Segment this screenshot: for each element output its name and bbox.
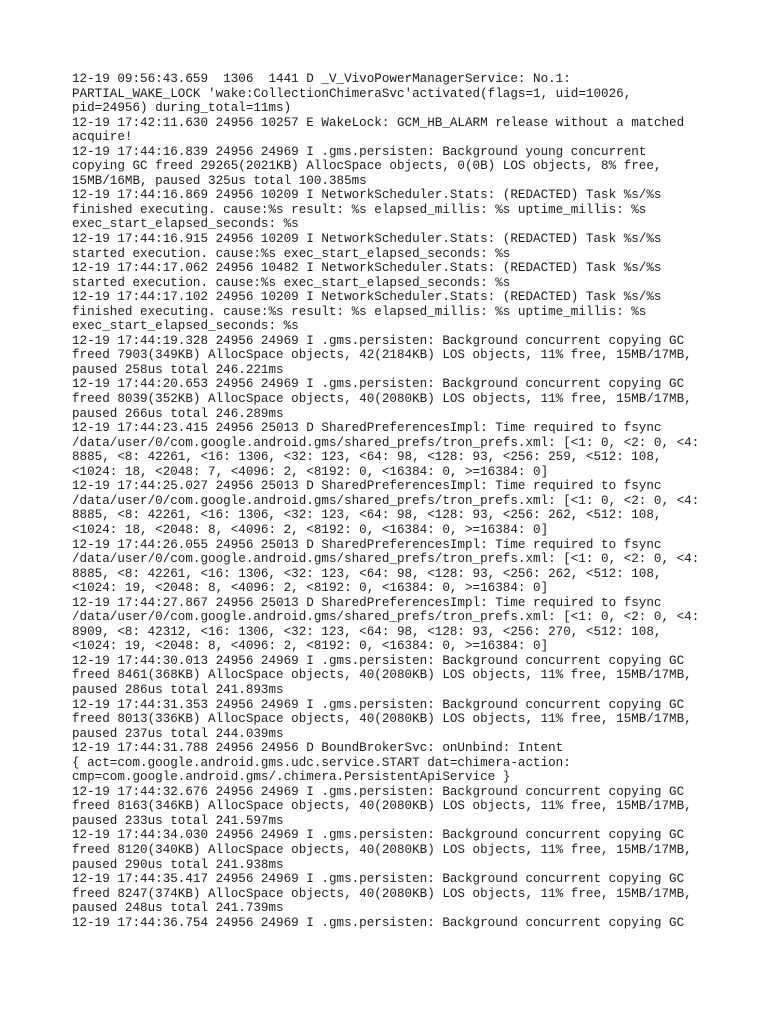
log-line: PARTIAL_WAKE_LOCK 'wake:CollectionChimeraSvc'activated(flags=1, uid=10026, xyxy=(72,86,632,101)
log-line: 8909, <8: 42312, <16: 1306, <32: 123, <64: 98, <128: 93, <256: 270, <512: 108, xyxy=(72,624,662,639)
log-line: <1024: 19, <2048: 8, <4096: 2, <8192: 0, <16384: 0, >=16384: 0] xyxy=(72,639,549,654)
log-line: paused 286us total 241.893ms xyxy=(72,682,284,697)
log-line: finished executing. cause:%s result: %s elapsed_millis: %s uptime_millis: %s xyxy=(72,202,647,217)
log-line: pid=24956) during_total=11ms) xyxy=(72,101,292,116)
log-line: exec_start_elapsed_seconds: %s xyxy=(72,319,299,334)
log-line: acquire! xyxy=(72,130,133,145)
log-line: /data/user/0/com.google.android.gms/shared_prefs/tron_prefs.xml: [<1: 0, <2: 0, <4: xyxy=(72,552,700,567)
log-line: 12-19 17:44:16.869 24956 10209 I NetworkScheduler.Stats: (REDACTED) Task %s/%s xyxy=(72,188,662,203)
log-line: freed 7903(349KB) AllocSpace objects, 42(2184KB) LOS objects, 11% free, 15MB/17MB, xyxy=(72,348,692,363)
log-line: 12-19 17:44:35.417 24956 24969 I .gms.persisten: Background concurrent copying GC xyxy=(72,872,685,887)
log-line: 12-19 17:44:25.027 24956 25013 D SharedPreferencesImpl: Time required to fsync xyxy=(72,479,662,494)
log-line: copying GC freed 29265(2021KB) AllocSpace objects, 0(0B) LOS objects, 8% free, xyxy=(72,159,662,174)
log-line: 12-19 17:44:31.353 24956 24969 I .gms.persisten: Background concurrent copying GC xyxy=(72,697,685,712)
log-line: /data/user/0/com.google.android.gms/shared_prefs/tron_prefs.xml: [<1: 0, <2: 0, <4: xyxy=(72,435,700,450)
log-line: freed 8163(346KB) AllocSpace objects, 40(2080KB) LOS objects, 11% free, 15MB/17MB, xyxy=(72,799,692,814)
log-line: freed 8013(336KB) AllocSpace objects, 40(2080KB) LOS objects, 11% free, 15MB/17MB, xyxy=(72,712,692,727)
log-line: paused 266us total 246.289ms xyxy=(72,406,284,421)
log-line: paused 248us total 241.739ms xyxy=(72,901,284,916)
log-line: 12-19 17:44:16.839 24956 24969 I .gms.persisten: Background young concurrent xyxy=(72,144,647,159)
log-line: 12-19 09:56:43.659 1306 1441 D _V_VivoPowerManagerService: No.1: xyxy=(72,72,571,86)
log-line: cmp=com.google.android.gms/.chimera.PersistentApiService } xyxy=(72,770,511,785)
log-line: <1024: 18, <2048: 8, <4096: 2, <8192: 0, <16384: 0, >=16384: 0] xyxy=(72,522,549,537)
log-line: freed 8247(374KB) AllocSpace objects, 40(2080KB) LOS objects, 11% free, 15MB/17MB, xyxy=(72,886,692,901)
log-line: started execution. cause:%s exec_start_elapsed_seconds: %s xyxy=(72,246,511,261)
log-line: 12-19 17:44:32.676 24956 24969 I .gms.persisten: Background concurrent copying GC xyxy=(72,784,685,799)
log-line: 12-19 17:44:19.328 24956 24969 I .gms.persisten: Background concurrent copying GC xyxy=(72,333,685,348)
log-line: 12-19 17:44:36.754 24956 24969 I .gms.persisten: Background concurrent copying GC xyxy=(72,915,685,930)
log-line: 12-19 17:44:17.102 24956 10209 I NetworkScheduler.Stats: (REDACTED) Task %s/%s xyxy=(72,290,662,305)
log-line: <1024: 18, <2048: 7, <4096: 2, <8192: 0, <16384: 0, >=16384: 0] xyxy=(72,464,549,479)
log-line: 12-19 17:44:34.030 24956 24969 I .gms.persisten: Background concurrent copying GC xyxy=(72,828,685,843)
log-line: /data/user/0/com.google.android.gms/shared_prefs/tron_prefs.xml: [<1: 0, <2: 0, <4: xyxy=(72,493,700,508)
log-line: paused 258us total 246.221ms xyxy=(72,362,284,377)
log-line: paused 237us total 244.039ms xyxy=(72,726,284,741)
log-line: { act=com.google.android.gms.udc.service.START dat=chimera-action: xyxy=(72,755,571,770)
log-line: 8885, <8: 42261, <16: 1306, <32: 123, <64: 98, <128: 93, <256: 262, <512: 108, xyxy=(72,566,662,581)
log-line: freed 8461(368KB) AllocSpace objects, 40(2080KB) LOS objects, 11% free, 15MB/17MB, xyxy=(72,668,692,683)
log-line: paused 290us total 241.938ms xyxy=(72,857,284,872)
log-line: finished executing. cause:%s result: %s elapsed_millis: %s uptime_millis: %s xyxy=(72,304,647,319)
log-line: 12-19 17:44:31.788 24956 24956 D BoundBrokerSvc: onUnbind: Intent xyxy=(72,741,564,756)
log-line: paused 233us total 241.597ms xyxy=(72,813,284,828)
log-line: 12-19 17:44:26.055 24956 25013 D SharedPreferencesImpl: Time required to fsync xyxy=(72,537,662,552)
log-page xyxy=(72,72,762,930)
log-line: 15MB/16MB, paused 325us total 100.385ms xyxy=(72,173,367,188)
log-line: freed 8120(340KB) AllocSpace objects, 40(2080KB) LOS objects, 11% free, 15MB/17MB, xyxy=(72,842,692,857)
log-line: started execution. cause:%s exec_start_elapsed_seconds: %s xyxy=(72,275,511,290)
log-line: 12-19 17:44:16.915 24956 10209 I NetworkScheduler.Stats: (REDACTED) Task %s/%s xyxy=(72,232,662,247)
log-line: /data/user/0/com.google.android.gms/shared_prefs/tron_prefs.xml: [<1: 0, <2: 0, <4: xyxy=(72,610,700,625)
log-line: 12-19 17:42:11.630 24956 10257 E WakeLock: GCM_HB_ALARM release without a matched xyxy=(72,115,685,130)
log-line: 12-19 17:44:20.653 24956 24969 I .gms.persisten: Background concurrent copying GC xyxy=(72,377,685,392)
log-line: 8885, <8: 42261, <16: 1306, <32: 123, <64: 98, <128: 93, <256: 262, <512: 108, xyxy=(72,508,662,523)
log-line: 12-19 17:44:27.867 24956 25013 D SharedPreferencesImpl: Time required to fsync xyxy=(72,595,662,610)
log-line: freed 8039(352KB) AllocSpace objects, 40(2080KB) LOS objects, 11% free, 15MB/17MB, xyxy=(72,392,692,407)
log-line: 12-19 17:44:23.415 24956 25013 D SharedPreferencesImpl: Time required to fsync xyxy=(72,421,662,436)
log-line: 12-19 17:44:30.013 24956 24969 I .gms.persisten: Background concurrent copying GC xyxy=(72,653,685,668)
log-line: exec_start_elapsed_seconds: %s xyxy=(72,217,299,232)
log-line: <1024: 19, <2048: 8, <4096: 2, <8192: 0, <16384: 0, >=16384: 0] xyxy=(72,581,549,596)
log-line: 12-19 17:44:17.062 24956 10482 I NetworkScheduler.Stats: (REDACTED) Task %s/%s xyxy=(72,261,662,276)
log-line: 8885, <8: 42261, <16: 1306, <32: 123, <64: 98, <128: 93, <256: 259, <512: 108, xyxy=(72,450,662,465)
